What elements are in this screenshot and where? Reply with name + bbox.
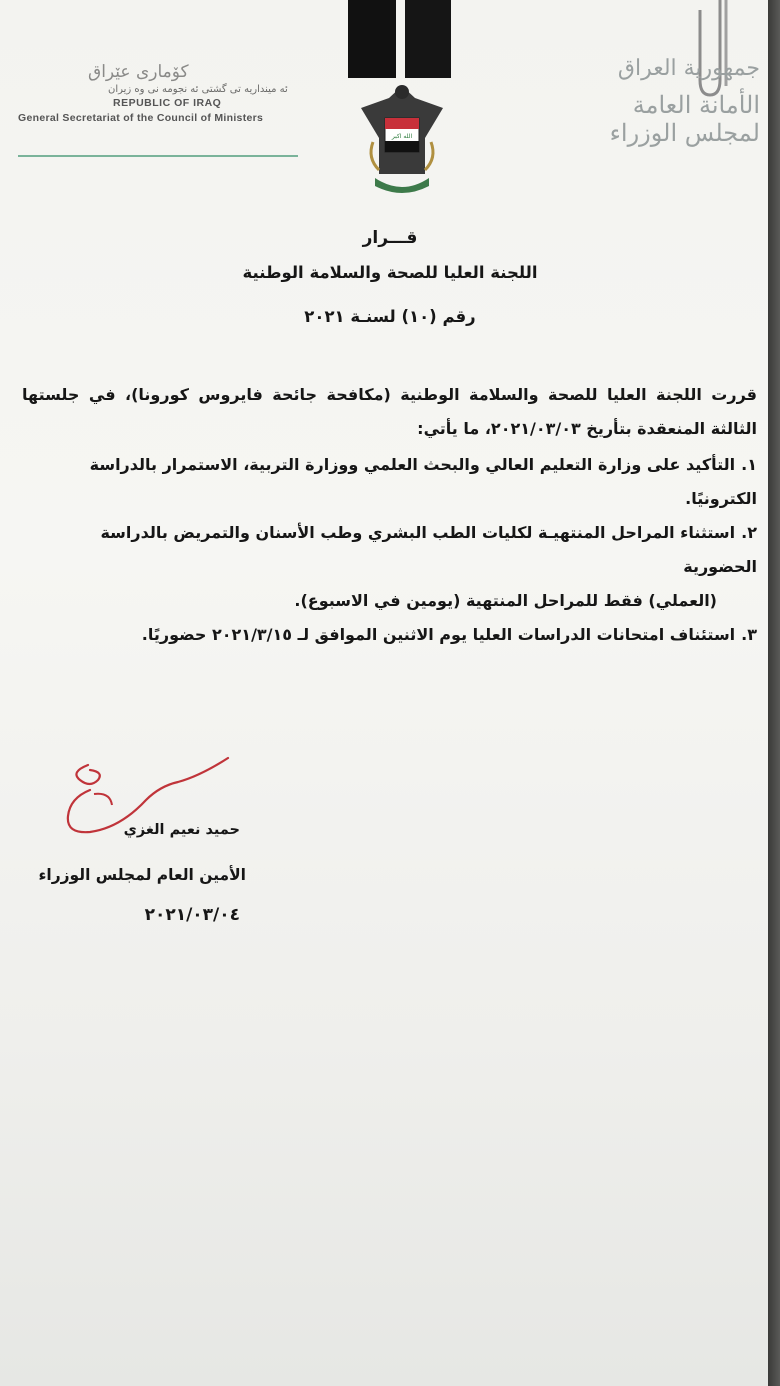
item-number: ٢. [741,523,757,542]
signature-date: ٢٠٢١/٠٣/٠٤ [144,905,240,925]
binder-clip-right [405,0,451,78]
binder-clip-left [348,0,396,78]
list-item [22,516,757,584]
decision-list [22,448,757,652]
svg-text:الله اكبر: الله اكبر [391,133,413,140]
item-text: التأكيد على وزارة التعليم العالي والبحث العلمي ووزارة التربية، الاستمرار بالدراسة الكترونيًا. [89,455,757,508]
intro-paragraph: قررت اللجنة العليا للصحة والسلامة الوطنية (مكافحة جائحة فايروس كورونا)، في جلستها الثالثة المنعقدة بتأريخ ٢٠٢١/٠٣/٠٣، ما يأتي: [22,385,757,438]
committee-title: اللجنة العليا للصحة والسلامة الوطنية [242,263,538,282]
signatory-title: الأمين العام لمجلس الوزراء [38,866,246,884]
decision-heading: قـــرار [362,228,418,248]
letterhead-right [580,56,760,147]
iraq-eagle-emblem-icon [355,78,450,196]
item-number: ٣. [741,625,757,644]
letterhead-rule [18,155,298,157]
list-item [22,448,757,516]
secretariat-label: General Secretariat of the Council of Ministers [18,112,264,124]
arabic-republic-label: جمهورية العراق [617,56,760,81]
kurdish-calligraphy: كۆماری عێراق [88,62,189,82]
letterhead-left [18,62,318,124]
signatory-name: حميد نعيم الغزي [123,822,240,838]
item-number: ١. [741,455,757,474]
photo-background-edge [768,0,780,1386]
arabic-secretariat-label: الأمانة العامة لمجلس الوزراء [609,91,760,147]
republic-label: REPUBLIC OF IRAQ [113,97,222,109]
kurdish-subtitle: ئه‌ مینداریه‌ تی گشتی ئه‌ نجومه‌ نی وه‌ زیران [108,84,288,95]
item-text: استثناء المراحل المنتهيـة لكليات الطب البشري وطب الأسنان والتمريض بالدراسة الحضورية [100,523,757,576]
handwritten-signature [50,750,250,860]
list-item [22,618,757,652]
decision-number: رقم (١٠) لسنـة ٢٠٢١ [304,307,476,326]
item-text: استئناف امتحانات الدراسات العليا يوم الاثنين الموافق لـ ٢٠٢١/٣/١٥ حضوريًا. [141,625,736,644]
list-item-continuation: (العملي) فقط للمراحل المنتهية (يومين في الاسبوع). [294,591,717,610]
